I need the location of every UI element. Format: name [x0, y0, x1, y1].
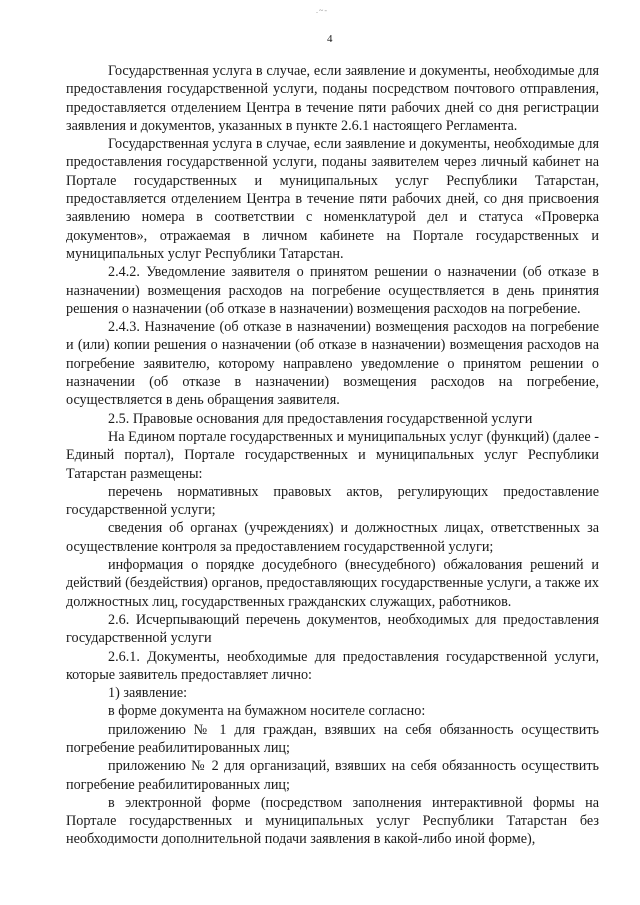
section-heading: 2.6. Исчерпывающий перечень документов, необходимых для предоставления государственной услуги [66, 611, 599, 647]
paragraph: 2.4.2. Уведомление заявителя о принятом решении о назначении (об отказе в назначении) возмещения расходов на погребение осуществляется в день принятия решения о назначении (об отказе в назначении) возмещения расходов на погребение. [66, 264, 599, 317]
list-item: приложению № 2 для организаций, взявших на себя обязанность осуществить погребение реабилитированных лиц; [66, 758, 599, 793]
paragraph: 2.6.1. Документы, необходимые для предоставления государственной услуги, которые заявитель предоставляет лично: [66, 648, 599, 683]
list-item: сведения об органах (учреждениях) и должностных лицах, ответственных за осуществление контроля за предоставлением государственной услуги; [66, 520, 599, 555]
list-item: в форме документа на бумажном носителе согласно: [108, 703, 426, 720]
paragraph: Государственная услуга в случае, если заявление и документы, необходимые для предоставления государственной услуги, поданы посредством почтового отправления, предоставляется отделением Центра в течение пяти рабочих дней со дня регистрации заявления и документов, указанных в пункте 2.6.1 настоящего Регламента. [66, 63, 599, 134]
list-item: приложению № 1 для граждан, взявших на себя обязанность осуществить погребение реабилитированных лиц; [66, 721, 599, 756]
scan-mark: .~- [316, 6, 328, 15]
list-item: 1) заявление: [108, 685, 188, 702]
section-heading: 2.5. Правовые основания для предоставления государственной услуги [108, 410, 533, 427]
list-item: информация о порядке досудебного (внесудебного) обжалования решений и действий (бездействия) органов, предоставляющих государственные услуги, а также их должностных лиц, государственных гражданских служащих, работников. [66, 557, 599, 610]
page-number: 4 [327, 33, 333, 45]
paragraph: 2.4.3. Назначение (об отказе в назначении) возмещения расходов на погребение и (или) копии решения о назначении (об отказе в назначении) возмещения расходов на погребение заявителю, которому направлено уведомление о принятом решении о назначении (об отказе в назначении) возмещения расходов на погребение, осуществляется в день обращения заявителя. [66, 319, 599, 409]
list-item: перечень нормативных правовых актов, регулирующих предоставление государственной услуги; [66, 483, 599, 519]
paragraph: Государственная услуга в случае, если заявление и документы, необходимые для предоставления государственной услуги, поданы заявителем через личный кабинет на Портале государственных и муниципальных услуг Республики Татарстан, предоставляется отделением Центра в течение пяти рабочих дней, со дня присвоения заявлению номера в соответствии с номенклатурой дел и статуса «Проверка документов», отражаемая в личном кабинете на Портале государственных и муниципальных услуг Республики Татарстан. [66, 136, 599, 262]
document-body [66, 62, 599, 849]
list-item: в электронной форме (посредством заполнения интерактивной формы на Портале государственных и муниципальных услуг Республики Татарстан без необходимости дополнительной подачи заявления в какой-либо иной форме), [66, 794, 599, 848]
paragraph: На Едином портале государственных и муниципальных услуг (функций) (далее - Единый портал), Портале государственных и муниципальных услуг Республики Татарстан размещены: [66, 428, 599, 482]
